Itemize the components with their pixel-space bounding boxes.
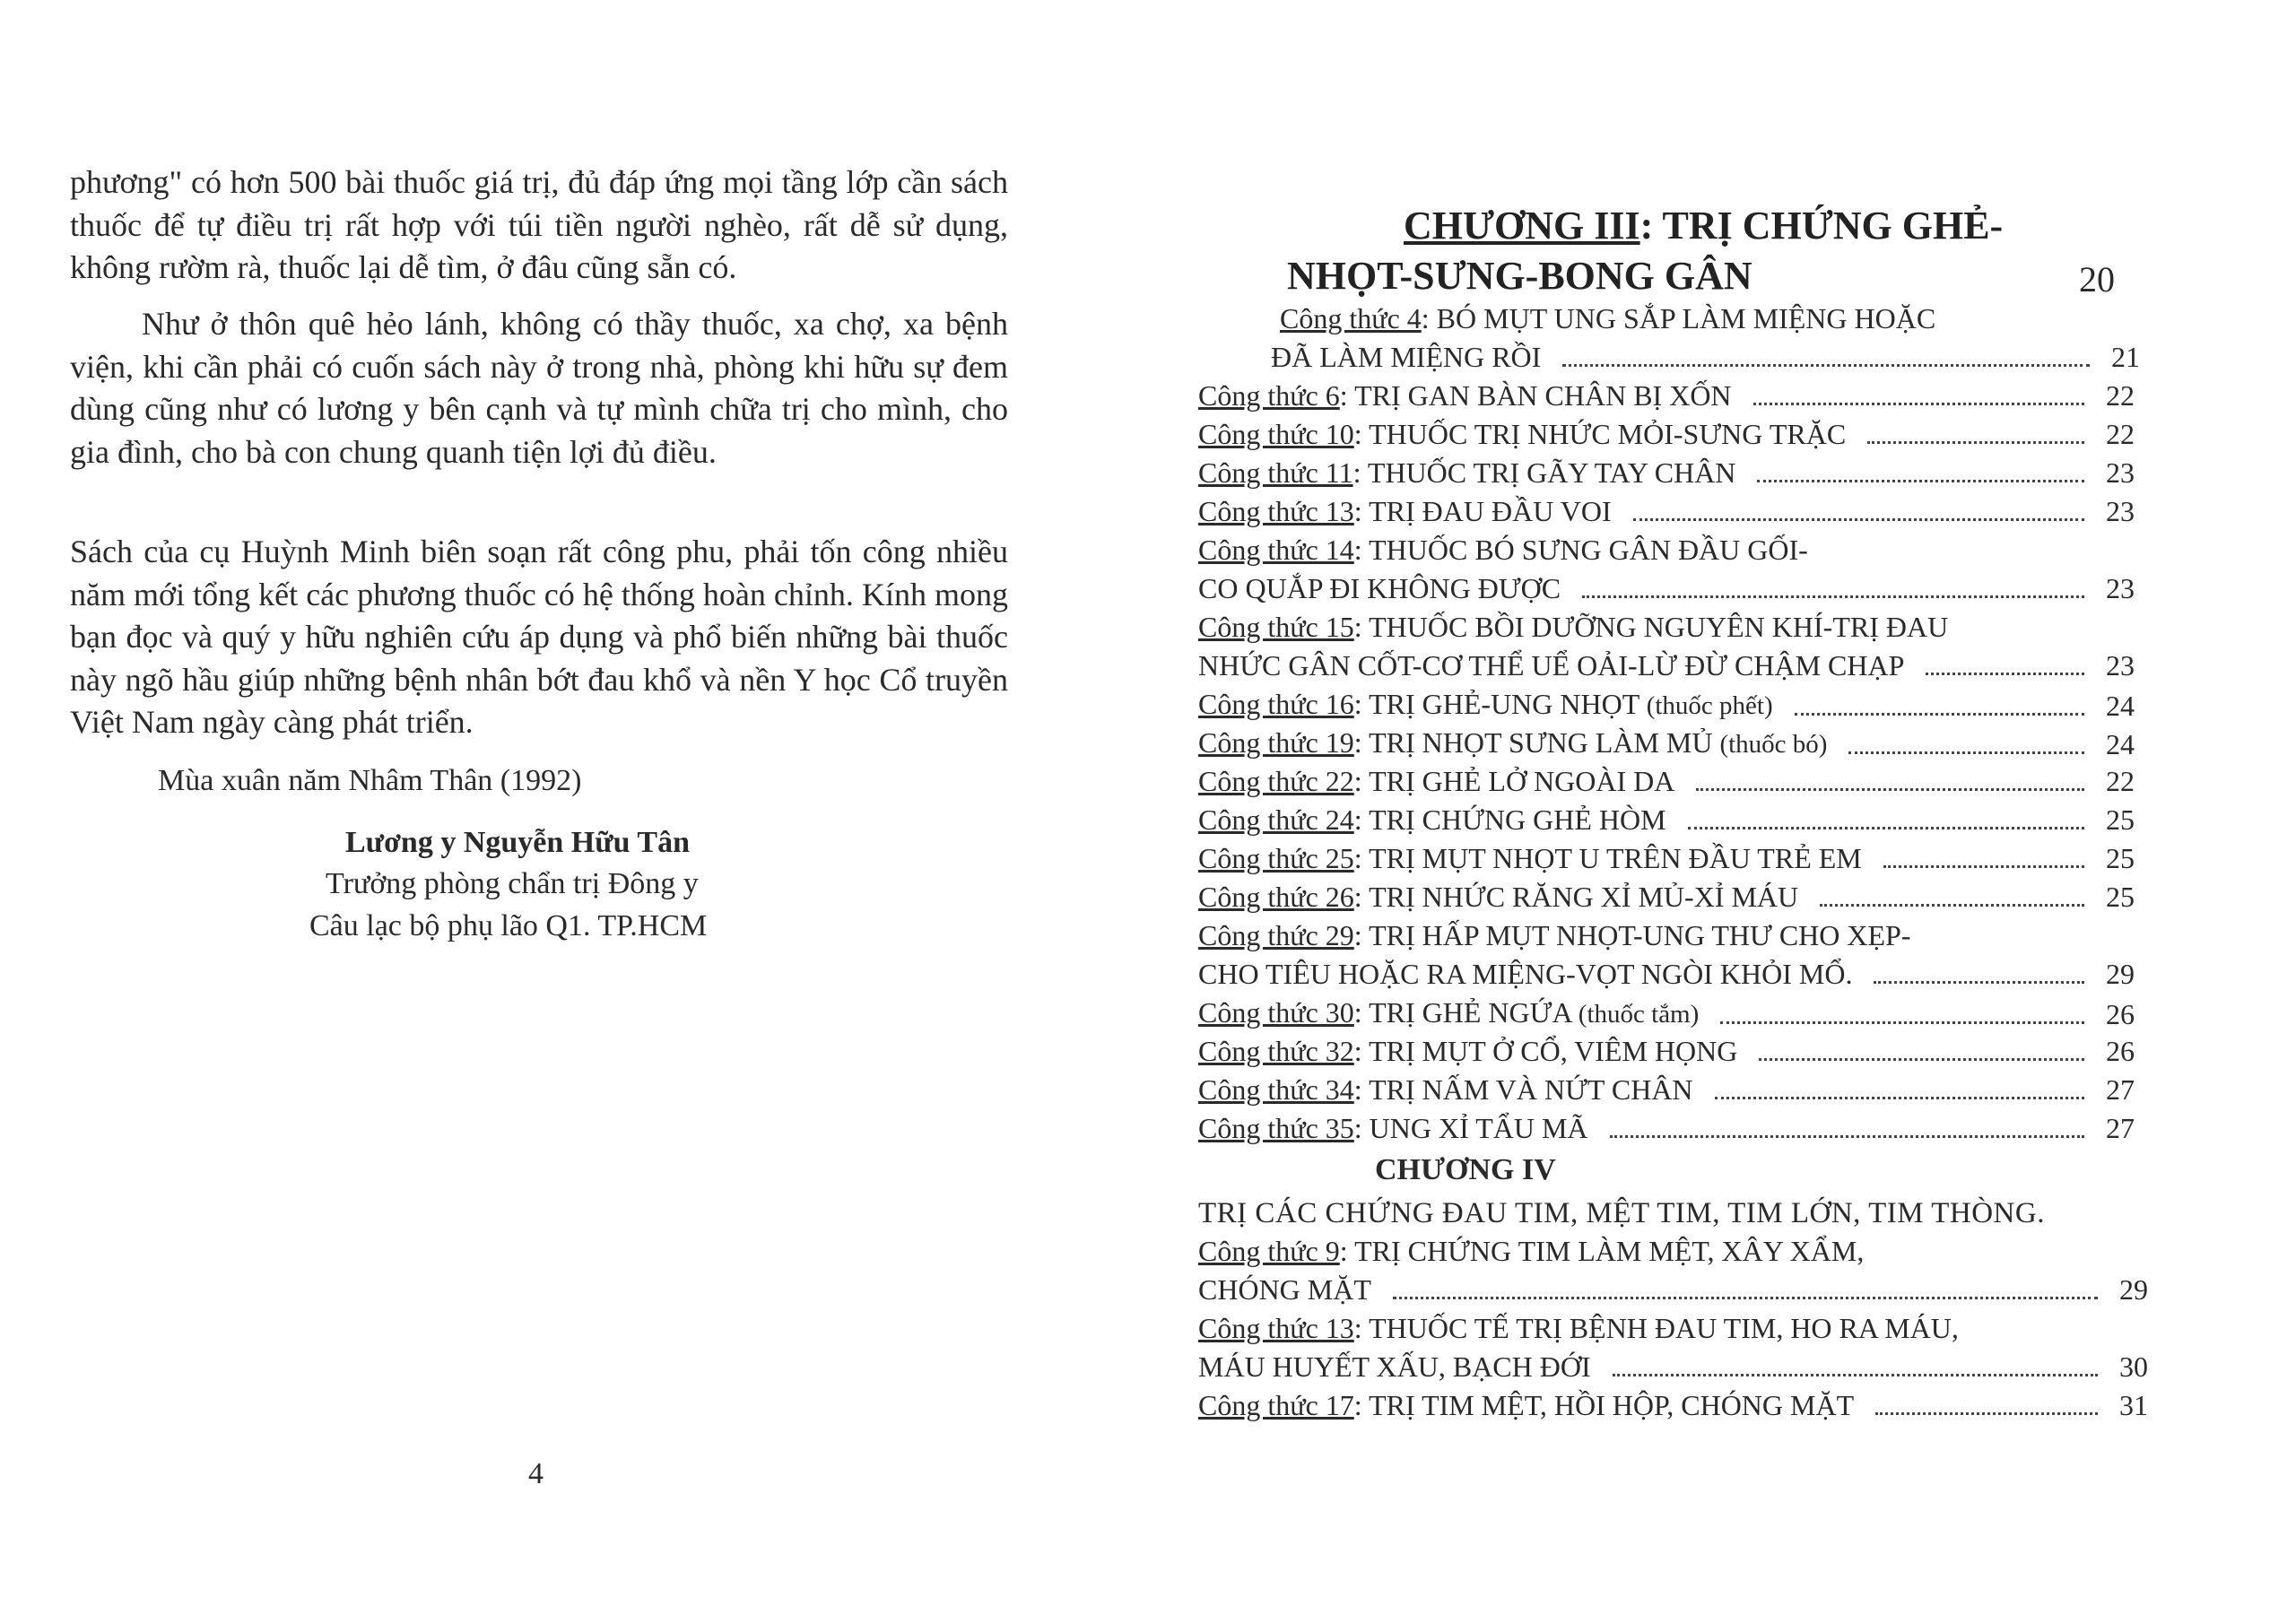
ch3-entry-text-wrap xyxy=(1198,531,1808,569)
entry-title: : TRỊ NHỌT SƯNG LÀM MỦ xyxy=(1353,726,1713,759)
formula-label: Công thức 13 xyxy=(1198,1312,1354,1344)
ch3-entry-text-wrap xyxy=(1198,1032,1737,1070)
entry-page-number: 23 xyxy=(2106,495,2135,527)
entry-page-number: 29 xyxy=(2106,958,2135,991)
ch3-entry-text-wrap xyxy=(1198,1109,1588,1147)
entry-page-number: 23 xyxy=(2106,456,2135,489)
entry-page-number: 21 xyxy=(2111,341,2140,374)
entry-page-number: 25 xyxy=(2106,842,2135,874)
entry-note: (thuốc tắm) xyxy=(1578,1000,1700,1029)
entry-title: : THUỐC TRỊ NHỨC MỎI-SƯNG TRẶC xyxy=(1353,418,1847,450)
ch3-entry-text-wrap xyxy=(1198,878,1798,916)
dot-leader xyxy=(1393,1297,2098,1299)
ch3-entry-5-continued xyxy=(1198,569,2135,607)
entry-title: : TRỊ GHẺ LỞ NGOÀI DA xyxy=(1353,765,1675,797)
formula-label: Công thức 22 xyxy=(1198,765,1354,797)
ch4-entry-text-wrap xyxy=(1198,1232,1864,1270)
chapter3-page-number: 20 xyxy=(2079,259,2115,300)
entry-title: : THUỐC TẾ TRỊ BỆNH ĐAU TIM, HO RA MÁU, xyxy=(1353,1312,1959,1344)
signature-title: Trưởng phòng chẩn trị Đông y xyxy=(326,867,699,900)
entry-page-number: 26 xyxy=(2106,998,2135,1030)
entry-title-continued: CHÓNG MẶT xyxy=(1198,1273,1371,1307)
ch4-entry-text-wrap xyxy=(1198,1309,1959,1347)
ch4-entry-1-continued xyxy=(1198,1348,2148,1385)
entry-title: : TRỊ TIM MỆT, HỒI HỘP, CHÓNG MẶT xyxy=(1353,1389,1855,1421)
formula-label: Công thức 17 xyxy=(1198,1389,1354,1421)
chapter4-subtitle: TRỊ CÁC CHỨNG ĐAU TIM, MỆT TIM, TIM LỚN, TIM THÒNG. xyxy=(1198,1197,2045,1229)
formula-label: Công thức 9 xyxy=(1198,1235,1340,1267)
ch3-entry-text-wrap xyxy=(1198,994,1699,1033)
signature-club: Câu lạc bộ phụ lão Q1. TP.HCM xyxy=(309,909,708,942)
ch3-entry-15 xyxy=(1198,1032,2135,1070)
formula-label: Công thức 35 xyxy=(1198,1112,1354,1144)
entry-title: : TRỊ GHẺ NGỨA xyxy=(1353,996,1571,1029)
formula-label: Công thức 6 xyxy=(1198,379,1340,412)
entry-title-continued: MÁU HUYẾT XẤU, BẠCH ĐỚI xyxy=(1198,1350,1591,1384)
ch3-entry-13 xyxy=(1198,916,1911,954)
entry-page-number: 29 xyxy=(2119,1273,2148,1307)
entry-page-number: 23 xyxy=(2106,649,2135,682)
dot-leader xyxy=(1613,1374,2098,1376)
ch4-entry-0-continued xyxy=(1198,1271,2148,1308)
entry-title: : TRỊ MỤT NHỌT U TRÊN ĐẦU TRẺ EM xyxy=(1353,842,1862,874)
entry-page-number: 22 xyxy=(2106,379,2135,412)
entry-page-number: 30 xyxy=(2119,1350,2148,1384)
ch3-entry-text-wrap xyxy=(1198,762,1674,800)
entry-page-number: 22 xyxy=(2106,765,2135,797)
formula-label: Công thức 19 xyxy=(1198,726,1354,759)
ch3-entry-5 xyxy=(1198,531,1808,569)
dot-leader xyxy=(1820,904,2084,907)
entry-title: : THUỐC BÓ SƯNG GÂN ĐẦU GỐI- xyxy=(1353,534,1808,566)
signature-date: Mùa xuân năm Nhâm Thân (1992) xyxy=(158,764,582,797)
body-paragraph-2: Như ở thôn quê hẻo lánh, không có thầy thuốc, xa chợ, xa bệnh viện, khi cần phải có cuốn sách này ở trong nhà, phòng khi hữu sự đem dùng cũng như có lương y bên cạnh và tự mình chữa trị cho mình, cho gia đình, cho bà con chung quanh tiện lợi đủ điều. xyxy=(70,306,1008,470)
formula-label: Công thức 30 xyxy=(1198,996,1354,1029)
ch3-entry-9 xyxy=(1198,762,2135,800)
chapter4-heading: CHƯƠNG IV xyxy=(1375,1153,1556,1186)
dot-leader xyxy=(1720,1021,2084,1024)
ch3-entry-text-wrap xyxy=(1198,608,1948,646)
entry-title-continued: CO QUẮP ĐI KHÔNG ĐƯỢC xyxy=(1198,572,1561,605)
entry-page-number: 23 xyxy=(2106,572,2135,605)
entry-title-continued: CHO TIÊU HOẶC RA MIỆNG-VỌT NGÒI KHỎI MỔ. xyxy=(1198,958,1853,991)
entry-title: : TRỊ CHỨNG GHẺ HÒM xyxy=(1353,803,1666,836)
formula-label: Công thức 16 xyxy=(1198,688,1354,720)
ch3-entry-4 xyxy=(1198,492,2135,530)
dot-leader xyxy=(1926,673,2084,675)
formula-label: Công thức 14 xyxy=(1198,534,1354,566)
ch3-entry-2 xyxy=(1198,415,2135,453)
entry-title: : TRỊ MỤT Ở CỔ, VIÊM HỌNG xyxy=(1353,1035,1738,1067)
entry-page-number: 24 xyxy=(2106,728,2135,760)
ch3-entry-14 xyxy=(1198,994,2135,1033)
dot-leader xyxy=(1633,518,2084,521)
entry-title: : TRỊ ĐAU ĐẦU VOI xyxy=(1353,495,1612,527)
ch3-entry-16 xyxy=(1198,1071,2135,1108)
dot-leader xyxy=(1688,827,2084,829)
right-page-table-of-contents xyxy=(1121,0,2296,1615)
formula-label: Công thức 34 xyxy=(1198,1073,1354,1106)
ch3-entry-text-wrap xyxy=(1198,454,1735,491)
ch3-entry-text-wrap xyxy=(1198,724,1827,763)
dot-leader xyxy=(1875,1412,2098,1415)
entry-note: (thuốc bó) xyxy=(1719,730,1828,759)
entry-title: : UNG XỈ TẨU MÃ xyxy=(1353,1112,1588,1144)
entry-title: : TRỊ GHẺ-UNG NHỌT xyxy=(1353,688,1639,720)
entry-title: : TRỊ NHỨC RĂNG XỈ MỦ-XỈ MÁU xyxy=(1353,881,1799,913)
formula-label: Công thức 13 xyxy=(1198,495,1354,527)
ch3-entry-0 xyxy=(1280,300,1935,337)
entry-title: : TRỊ HẤP MỤT NHỌT-UNG THƯ CHO XẸP- xyxy=(1353,919,1911,951)
ch3-entry-text-wrap xyxy=(1198,801,1666,838)
chapter3-title-text: : TRỊ CHỨNG GHẺ- xyxy=(1639,204,2004,247)
ch3-entry-17 xyxy=(1198,1109,2135,1147)
formula-label: Công thức 26 xyxy=(1198,881,1354,913)
dot-leader xyxy=(1795,713,2084,716)
entry-title-continued: ĐÃ LÀM MIỆNG RỒI xyxy=(1271,341,1542,374)
formula-label: Công thức 15 xyxy=(1198,611,1354,643)
dot-leader xyxy=(1867,441,2084,444)
ch3-entry-7 xyxy=(1198,685,2135,725)
ch3-entry-text-wrap xyxy=(1198,916,1911,954)
dot-leader xyxy=(1848,751,2084,754)
entry-page-number: 22 xyxy=(2106,418,2135,450)
entry-title: : THUỐC TRỊ GÃY TAY CHÂN xyxy=(1352,456,1736,489)
dot-leader xyxy=(1753,403,2084,405)
dot-leader xyxy=(1582,595,2084,598)
entry-page-number: 24 xyxy=(2106,690,2135,722)
formula-label: Công thức 11 xyxy=(1198,456,1353,489)
ch3-entry-text-wrap xyxy=(1198,685,1773,725)
ch3-entry-text-wrap xyxy=(1198,377,1732,414)
body-paragraph-3: Sách của cụ Huỳnh Minh biên soạn rất công phu, phải tốn công nhiều năm mới tổng kết các phương thuốc có hệ thống hoàn chỉnh. Kính mong bạn đọc và quý y hữu nghiên cứu áp dụng và phổ biến những bài thuốc này ngõ hầu giúp những bệnh nhân bớt đau khổ và nền Y học Cổ truyền Việt Nam ngày càng phát triển. xyxy=(70,534,1008,740)
dot-leader xyxy=(1883,865,2084,868)
ch3-entry-text-wrap xyxy=(1198,492,1612,530)
ch4-entry-2 xyxy=(1198,1386,2148,1424)
dot-leader xyxy=(1562,364,2090,367)
page-number: 4 xyxy=(528,1457,544,1490)
entry-title-continued: NHỨC GÂN CỐT-CƠ THỂ UỂ OẢI-LỪ ĐỪ CHẬM CHẠP xyxy=(1198,649,1905,682)
dot-leader xyxy=(1757,480,2084,482)
formula-label: Công thức 24 xyxy=(1198,803,1354,836)
ch3-entry-6-continued xyxy=(1198,647,2135,684)
ch3-entry-12 xyxy=(1198,878,2135,916)
ch3-entry-text-wrap xyxy=(1198,415,1846,453)
entry-page-number: 26 xyxy=(2106,1035,2135,1067)
entry-title: : BÓ MỤT UNG SẮP LÀM MIỆNG HOẶC xyxy=(1421,302,1936,334)
formula-label: Công thức 29 xyxy=(1198,919,1354,951)
formula-label: Công thức 4 xyxy=(1280,302,1422,334)
ch3-entry-10 xyxy=(1198,801,2135,838)
entry-page-number: 27 xyxy=(2106,1073,2135,1106)
entry-note: (thuốc phết) xyxy=(1646,691,1773,720)
ch3-entry-6 xyxy=(1198,608,1948,646)
entry-page-number: 31 xyxy=(2119,1389,2148,1421)
dot-leader xyxy=(1696,788,2084,791)
ch3-entry-0-continued xyxy=(1271,338,2140,376)
ch4-entry-text-wrap xyxy=(1198,1386,1854,1424)
entry-page-number: 27 xyxy=(2106,1112,2135,1144)
ch4-entry-1 xyxy=(1198,1309,1959,1347)
ch3-entry-text-wrap xyxy=(1280,300,1935,337)
entry-title: : TRỊ GAN BÀN CHÂN BỊ XỐN xyxy=(1339,379,1732,412)
formula-label: Công thức 10 xyxy=(1198,418,1354,450)
ch3-entry-8 xyxy=(1198,724,2135,763)
ch3-entry-text-wrap xyxy=(1198,839,1862,877)
ch3-entry-1 xyxy=(1198,377,2135,414)
ch3-entry-text-wrap xyxy=(1198,1071,1693,1108)
entry-page-number: 25 xyxy=(2106,803,2135,836)
dot-leader xyxy=(1759,1058,2084,1061)
left-page xyxy=(0,0,1121,1615)
chapter3-title-line2: NHỌT-SƯNG-BONG GÂN xyxy=(1287,254,1752,298)
ch4-entry-0 xyxy=(1198,1232,1864,1270)
ch3-entry-3 xyxy=(1198,454,2135,491)
entry-page-number: 25 xyxy=(2106,881,2135,913)
body-paragraph-1: phương" có hơn 500 bài thuốc giá trị, đủ đáp ứng mọi tầng lớp cần sách thuốc để tự điều trị rất hợp với túi tiền người nghèo, rất dễ sử dụng, không rườm rà, thuốc lại dễ tìm, ở đâu cũng sẵn có. xyxy=(70,164,1008,285)
formula-label: Công thức 32 xyxy=(1198,1035,1354,1067)
formula-label: Công thức 25 xyxy=(1198,842,1354,874)
chapter3-title-line1 xyxy=(1404,201,2003,251)
dot-leader xyxy=(1874,981,2084,984)
chapter3-label: CHƯƠNG III xyxy=(1404,204,1640,247)
ch3-entry-13-continued xyxy=(1198,955,2135,993)
ch3-entry-11 xyxy=(1198,839,2135,877)
signature-name: Lương y Nguyễn Hữu Tân xyxy=(345,826,691,859)
entry-title: : TRỊ NẤM VÀ NỨT CHÂN xyxy=(1353,1073,1693,1106)
entry-title: : TRỊ CHỨNG TIM LÀM MỆT, XÂY XẨM, xyxy=(1339,1235,1865,1267)
dot-leader xyxy=(1715,1097,2084,1099)
dot-leader xyxy=(1610,1135,2084,1138)
entry-title: : THUỐC BỒI DƯỠNG NGUYÊN KHÍ-TRỊ ĐAU xyxy=(1353,611,1949,643)
